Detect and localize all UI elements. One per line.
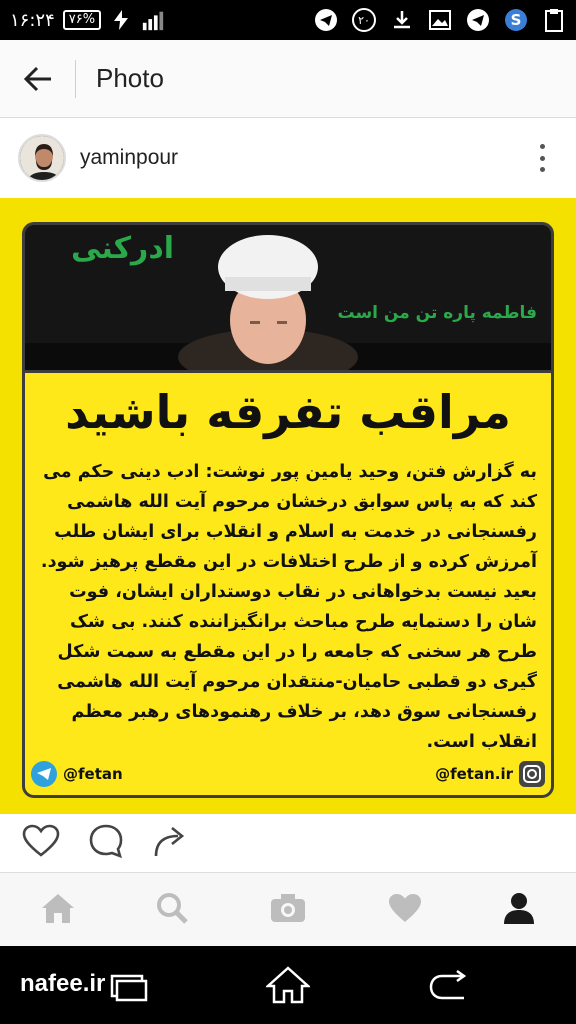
camera-icon bbox=[269, 892, 307, 924]
share-button[interactable] bbox=[152, 824, 188, 862]
post-header bbox=[0, 118, 576, 198]
search-icon bbox=[155, 891, 189, 925]
profile-icon bbox=[502, 891, 536, 925]
back-system-button[interactable] bbox=[428, 970, 468, 1006]
post-image[interactable] bbox=[0, 198, 576, 814]
banner-text-bottom: فاطمه پاره تن من است bbox=[337, 303, 537, 323]
instagram-handle: @fetan.ir bbox=[435, 765, 513, 783]
count-badge-text: ۲۰ bbox=[358, 13, 370, 27]
home-icon bbox=[40, 892, 76, 924]
status-bar bbox=[0, 0, 576, 40]
poster-headline: مراقب تفرقه باشید bbox=[65, 385, 511, 439]
instagram-source bbox=[435, 761, 545, 787]
telegram-notification-icon-2 bbox=[466, 8, 490, 32]
poster-paragraph-2: بعید نیست بدخواهانی در نقاب دوستداران ایشان، فوت شان را دستمایه طرح مباحث برانگیزاننده کنند. بی شک طرح هر سخنی که جامعه را در این مقطع به سمت شکل گیری دو قطبی حامیان-منتقدان مرحوم آیت الله هاشمی رفسنجانی سوق دهد، بر خلاف رهنمودهای رهبر معظم انقلاب است. bbox=[57, 582, 537, 752]
more-options-icon[interactable] bbox=[538, 144, 546, 172]
telegram-icon bbox=[31, 761, 57, 787]
heart-icon bbox=[22, 824, 60, 858]
back-curve-icon bbox=[428, 970, 468, 1002]
watermark: nafee.ir bbox=[20, 970, 106, 997]
instagram-icon bbox=[519, 761, 545, 787]
svg-text:S: S bbox=[510, 11, 522, 29]
page-title: Photo bbox=[96, 63, 164, 93]
home-system-button[interactable] bbox=[266, 966, 310, 1008]
nav-search[interactable] bbox=[155, 891, 189, 929]
post-actions bbox=[0, 814, 576, 872]
recent-apps-icon bbox=[110, 974, 148, 1002]
like-button[interactable] bbox=[22, 824, 60, 862]
banner-text-top: ادرکنی bbox=[71, 231, 174, 266]
comment-button[interactable] bbox=[88, 823, 124, 863]
poster-photo bbox=[25, 225, 551, 373]
clock: ۱۶:۲۴ bbox=[10, 9, 55, 31]
nav-home[interactable] bbox=[40, 892, 76, 928]
charging-icon bbox=[109, 8, 133, 32]
back-arrow-icon bbox=[23, 66, 53, 92]
poster-body bbox=[39, 457, 537, 757]
poster-frame bbox=[22, 222, 554, 798]
nav-activity[interactable] bbox=[387, 892, 423, 928]
gallery-icon bbox=[428, 8, 452, 32]
username[interactable]: yaminpour bbox=[80, 146, 179, 169]
telegram-source bbox=[31, 761, 123, 787]
recent-apps-button[interactable] bbox=[110, 974, 148, 1006]
bottom-nav bbox=[0, 872, 576, 946]
battery-indicator: ۷۶% bbox=[63, 10, 101, 30]
count-badge-icon bbox=[352, 8, 376, 32]
poster-paragraph-1: به گزارش فتن، وحید یامین پور نوشت: ادب دینی حکم می کند که به پاس سوابق درخشان مرحوم آیت الله هاشمی رفسنجانی در خدمت به اسلام و انقلاب برای ایشان طلب آمرزش کرده و از طرح اختلافات در این مقطع پرهیز شود. bbox=[40, 462, 537, 572]
telegram-handle: @fetan bbox=[63, 765, 123, 783]
nav-profile[interactable] bbox=[502, 891, 536, 929]
nav-camera[interactable] bbox=[269, 892, 307, 928]
system-nav-bar bbox=[0, 946, 576, 1024]
back-button[interactable] bbox=[0, 60, 76, 98]
app-bar bbox=[0, 40, 576, 118]
comment-bubble-icon bbox=[88, 823, 124, 859]
share-arrow-icon bbox=[152, 824, 188, 858]
home-outline-icon bbox=[266, 966, 310, 1004]
telegram-notification-icon bbox=[314, 8, 338, 32]
skype-icon bbox=[504, 8, 528, 32]
avatar[interactable] bbox=[18, 134, 66, 182]
signal-icon bbox=[141, 8, 165, 32]
download-icon bbox=[390, 8, 414, 32]
clipboard-icon bbox=[542, 8, 566, 32]
heart-filled-icon bbox=[387, 892, 423, 924]
